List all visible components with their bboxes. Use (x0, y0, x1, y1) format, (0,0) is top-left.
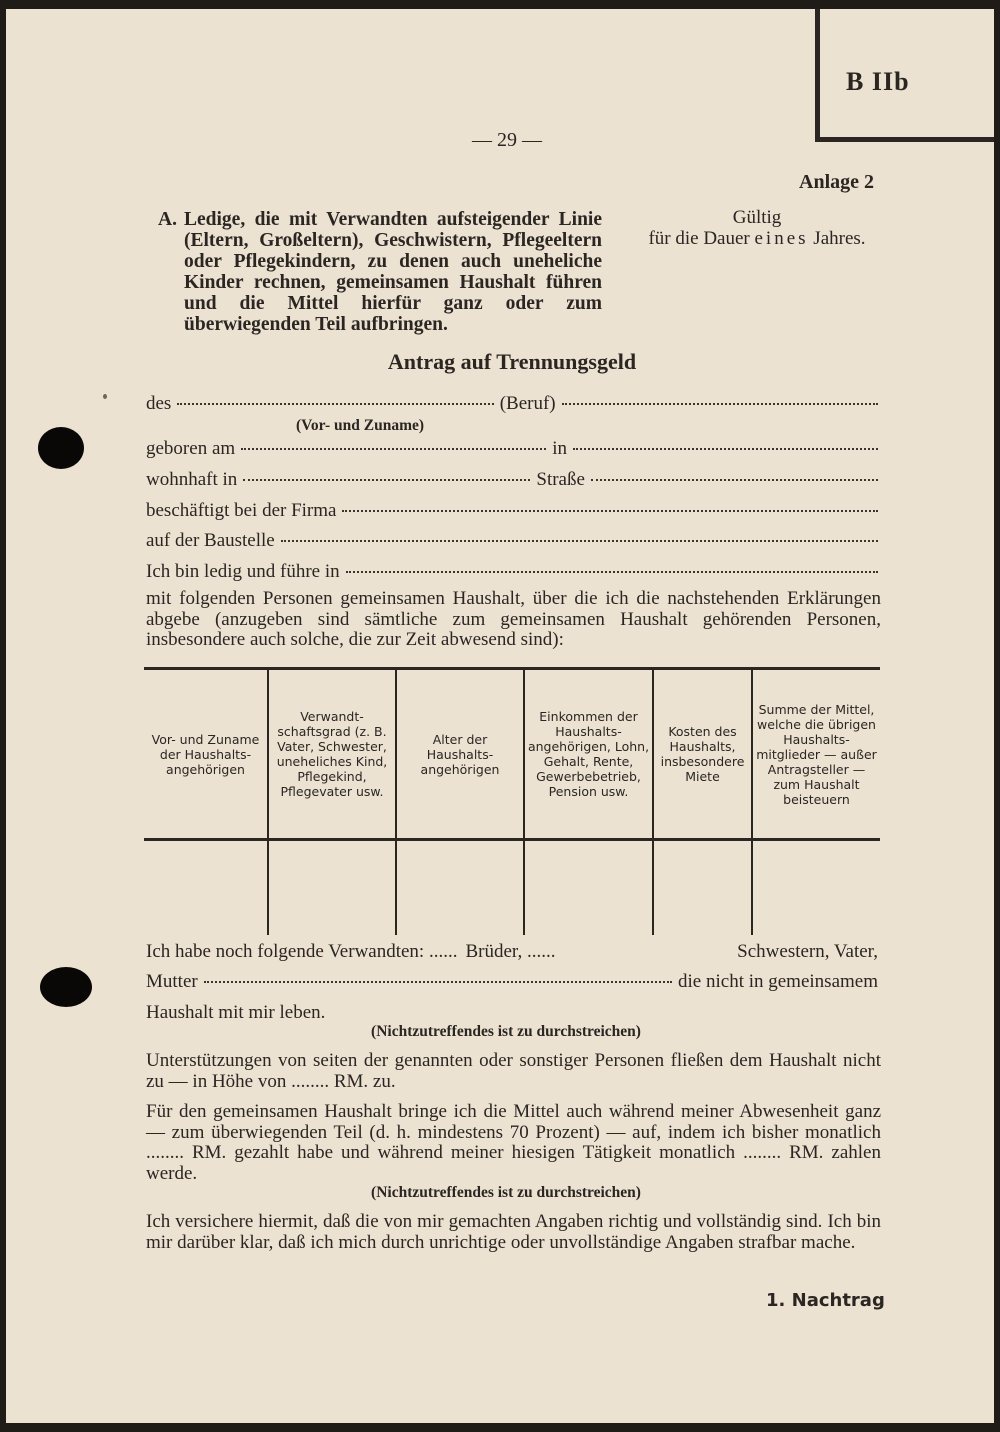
relatives-row-1 (146, 941, 878, 965)
corner-label: B IIb (846, 67, 910, 96)
cell-age[interactable] (396, 840, 524, 936)
relatives-line1-a: Ich habe noch folgende Verwandten: ...... (146, 941, 458, 962)
relatives-line1-c: Schwestern, Vater, (737, 941, 878, 962)
field-row-company (146, 500, 878, 524)
cell-name[interactable] (144, 840, 268, 936)
cell-contributions[interactable] (752, 840, 880, 936)
annex-label: Anlage 2 (799, 171, 874, 193)
name-input-line[interactable] (177, 403, 493, 405)
table-row (144, 840, 880, 936)
residence-input-line[interactable] (243, 479, 530, 481)
validity-prefix: für die Dauer (648, 228, 750, 249)
relatives-line3: Haushalt mit mir leben. (146, 1002, 326, 1023)
field-row-residence (146, 469, 878, 493)
declaration-paragraph: Ich versichere hiermit, daß die von mir gemachten Angaben richtig und vollständig sind. Ich bin mir darüber klar, daß ich mich durch unrichtige oder unvollständige Angaben strafbar mache. (146, 1211, 881, 1253)
household-place-input-line[interactable] (346, 571, 878, 573)
relatives-line1-b: Brüder, ...... (465, 941, 556, 962)
company-input-line[interactable] (342, 510, 878, 512)
relatives-line2-b: die nicht in gemeinsamem (678, 971, 878, 992)
document-page (6, 9, 994, 1423)
validity-line1: Gültig (732, 207, 782, 228)
label-wohnhaft: wohnhaft in (146, 469, 238, 490)
page-number: — 29 — (472, 129, 542, 151)
cell-costs[interactable] (653, 840, 752, 936)
field-row-birth (146, 438, 878, 462)
header-income: Einkommen der Haushaltsangehörigen, Lohn, Gehalt, Rente, Gewerbebetrieb, Pension usw. (524, 669, 653, 840)
relatives-row-2 (146, 971, 878, 995)
mother-input-line[interactable] (204, 981, 672, 983)
cell-relationship[interactable] (268, 840, 396, 936)
field-row-name (146, 393, 878, 417)
validity-spaced: eines (754, 228, 809, 249)
section-a (158, 209, 602, 335)
birthdate-input-line[interactable] (241, 448, 546, 450)
form-title: Antrag auf Trennungsgeld (387, 349, 637, 374)
label-firma: beschäftigt bei der Firma (146, 500, 337, 521)
name-hint: (Vor- und Zuname) (296, 417, 425, 434)
label-baustelle: auf der Baustelle (146, 530, 275, 551)
relatives-line2-a: Mutter (146, 971, 198, 992)
field-row-household (146, 561, 878, 585)
header-costs: Kosten des Haushalts, insbesondere Miete (653, 669, 752, 840)
table-header-row (144, 669, 880, 840)
header-name: Vor- und Zuname der Haushaltsangehörigen (144, 669, 268, 840)
header-contributions: Summe der Mittel, welche die übrigen Haushaltsmitglieder — außer Antragsteller — zum Haushalt beisteuern (752, 669, 880, 840)
label-des: des (146, 393, 172, 414)
label-strasse: Straße (536, 469, 585, 490)
strike-note-2: (Nichtzutreffendes ist zu durchstreichen) (371, 1184, 641, 1201)
label-ledig: Ich bin ledig und führe in (146, 561, 340, 582)
strike-note-1: (Nichtzutreffendes ist zu durchstreichen) (371, 1023, 641, 1040)
field-row-site (146, 530, 878, 554)
validity-line2 (631, 228, 883, 249)
cell-income[interactable] (524, 840, 653, 936)
occupation-input-line[interactable] (562, 403, 878, 405)
validity-suffix: Jahres. (813, 228, 866, 249)
header-age: Alter der Haushaltsangehörigen (396, 669, 524, 840)
birthplace-input-line[interactable] (573, 448, 878, 450)
header-relationship: Verwandtschaftsgrad (z. B. Vater, Schwester, uneheliches Kind, Pflegekind, Pflegevater usw. (268, 669, 396, 840)
support-paragraph: Unterstützungen von seiten der genannten oder sonstiger Personen fließen dem Haushalt nicht zu — in Höhe von ........ RM. zu. (146, 1050, 881, 1092)
section-a-label: A. (158, 209, 177, 230)
household-table (144, 667, 880, 935)
section-a-text: Ledige, die mit Verwandten aufsteigender Linie (Eltern, Großeltern), Geschwistern, Pflegeeltern oder Pflegekindern, zu denen auch uneheliche Kinder rechnen, gemeinsamen Haushalt führen und die Mittel hierfür ganz oder zum überwiegenden Teil aufbringen. (184, 209, 602, 335)
punch-hole-top (38, 427, 84, 469)
punch-hole-bottom (40, 967, 92, 1007)
label-in: in (552, 438, 567, 459)
funds-paragraph: Für den gemeinsamen Haushalt bringe ich die Mittel auch während meiner Abwesenheit ganz — zum überwiegenden Teil (d. h. mindestens 70 Prozent) — auf, indem ich bisher monatlich ........ RM. gezahlt habe und während meiner hiesigen Tätigkeit monatlich ........ RM. zahlen werde. (146, 1101, 881, 1184)
label-geboren: geboren am (146, 438, 236, 459)
site-input-line[interactable] (281, 540, 878, 542)
street-input-line[interactable] (591, 479, 878, 481)
label-beruf: (Beruf) (499, 393, 556, 414)
intro-paragraph: mit folgenden Personen gemeinsamen Haushalt, über die ich die nachstehenden Erklärungen abgebe (anzugeben sind sämtliche zum gemeinsamen Haushalt gehörenden Personen, insbesondere auch solche, die zur Zeit abwesend sind): (146, 588, 881, 650)
paper-speck (103, 394, 107, 399)
supplement-stamp: 1. Nachtrag (766, 1290, 885, 1311)
validity-note (631, 207, 883, 249)
